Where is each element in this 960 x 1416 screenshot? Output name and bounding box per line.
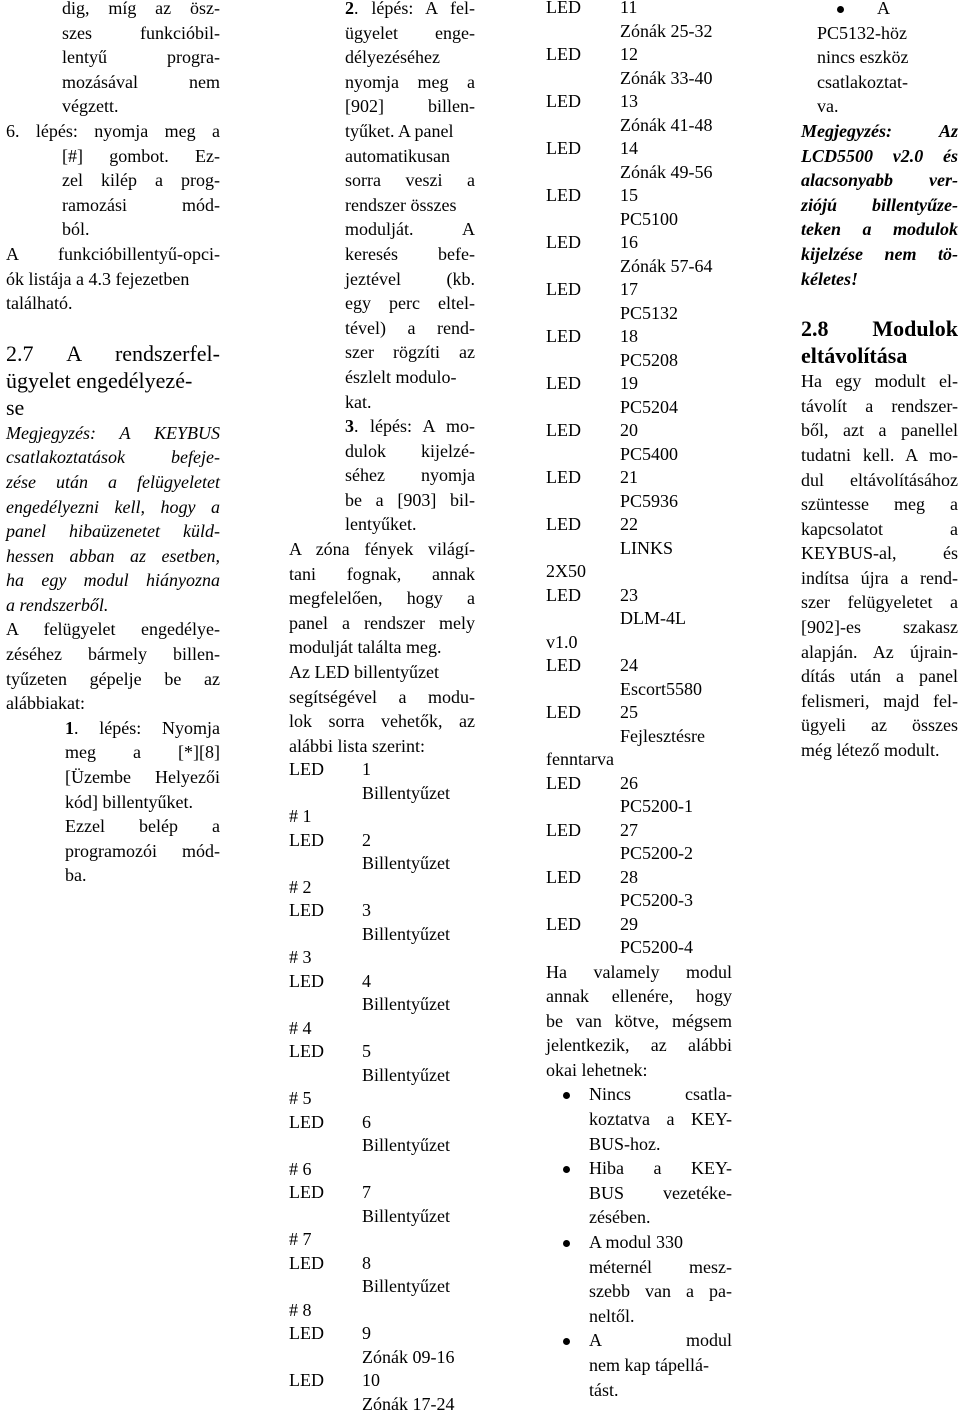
module-name: Billentyűzet [362,782,450,803]
led-label: LED [546,420,581,440]
led-label: LED [289,759,324,780]
led-label: LED [546,655,581,675]
led-number: 11 [620,0,638,17]
module-name: Fejlesztésre [620,725,705,746]
led-label: LED [546,138,581,158]
led-label: LED [546,373,581,393]
module-name: Billentyűzet [362,923,450,944]
reason-item: A modul nem kap tápellá- tást. [546,1328,732,1402]
led-row [546,43,732,67]
module-name: PC5100 [620,208,679,229]
module-name: Billentyűzet [362,1135,450,1156]
paragraph-2: 6. lépés: nyomja meg a [#] gombot. Ez- zel kilép a prog- ramozási mód- ból. [6,120,220,240]
led-label: LED [289,970,324,991]
led-number: 9 [362,1323,371,1344]
column-4 [801,0,958,763]
module-name: PC5132 [620,302,679,323]
module-suffix: 2X50 [546,561,586,581]
led-number: 22 [620,514,638,534]
led-row [546,513,732,537]
section-heading-2-7: 2.7 A rendszerfel- ügyelet engedélyezé- se [6,340,220,420]
led-row [546,278,732,302]
reason-list [546,1082,732,1402]
led-module-list-1 [289,758,475,1416]
led-row [289,1369,475,1393]
paragraph-3: A funkcióbillentyű-opci- ók listája a 4.3 fejezetben található. [6,243,220,314]
led-row [546,184,732,208]
led-number: 23 [620,584,638,605]
led-label: LED [289,1111,324,1132]
note-lcd5500: Megjegyzés: Az LCD5500 v2.0 és alacsonyabb ver- ziójú billentyűze- teken a modulok kijelzése nem tö- kéletes! [801,120,958,289]
led-row [546,584,732,608]
module-name: Billentyűzet [362,1276,450,1297]
module-name: Zónák 09-16 [362,1346,455,1367]
module-name: Zónák 17-24 [362,1393,455,1414]
led-label: LED [546,232,581,252]
module-name: PC5200-3 [620,890,694,910]
led-row [289,1040,475,1064]
led-row [546,0,732,20]
led-number: 26 [620,772,638,793]
led-row [289,970,475,994]
led-row [546,90,732,114]
reason-item: A modul 330 méternél mesz- szebb van a pa- neltől. [546,1230,732,1328]
led-label: LED [546,772,581,793]
led-row [546,654,732,678]
column-3 [546,0,732,1402]
pc5132-bullet: A PC5132-höz nincs eszköz csatlakoztat- va. [801,0,958,119]
led-number: 2 [362,829,371,850]
module-suffix: # 5 [289,1088,312,1109]
led-row [546,772,732,796]
led-row [546,913,732,937]
led-number: 28 [620,866,638,887]
led-number: 5 [362,1041,371,1062]
led-number: 16 [620,232,638,252]
led-label: LED [546,185,581,205]
note-keybus: Megjegyzés: A KEYBUS csatlakoztatások befeje- zése után a felügyeletet engedélyezni kell, hogy a panel hibaüzenetet küld- hessen abban az esetben, ha egy modul hiányozna a rendszerből. [6,422,220,615]
module-suffix: # 1 [289,806,312,827]
module-suffix: # 4 [289,1017,312,1038]
led-row [289,829,475,853]
paragraph-6: Ha valamely modul annak ellenére, hogy be van kötve, mégsem jelentkezik, az alábbi okai lehetnek: [546,961,732,1080]
module-name: Zónák 41-48 [620,114,713,135]
led-label: LED [546,514,581,534]
led-label: LED [546,913,581,934]
led-row [546,137,732,161]
led-label: LED [546,0,581,17]
module-name: DLM-4L [620,608,686,628]
module-suffix: # 2 [289,876,312,897]
led-number: 19 [620,373,638,393]
module-name: Billentyűzet [362,1205,450,1226]
section-heading-2-8: 2.8 Modulok eltávolítása [801,316,958,369]
led-label: LED [546,44,581,64]
led-number: 1 [362,759,371,780]
led-label: LED [546,326,581,346]
led-row [546,866,732,890]
led-number: 25 [620,702,638,722]
led-number: 3 [362,900,371,921]
led-number: 29 [620,913,638,934]
led-label: LED [289,900,324,921]
module-name: Zónák 57-64 [620,255,713,276]
led-number: 12 [620,44,638,64]
led-number: 24 [620,655,638,675]
led-row [289,899,475,923]
led-number: 7 [362,1182,371,1203]
led-number: 27 [620,819,638,840]
module-name: PC5200-1 [620,796,694,816]
module-name: PC5200-4 [620,937,694,957]
led-number: 4 [362,970,371,991]
module-name: PC5208 [620,349,679,370]
led-number: 6 [362,1111,371,1132]
led-label: LED [546,467,581,487]
step-1: 1. lépés: Nyomja meg a [*][8] [Üzembe Helyezői kód] billentyűket. Ezzel belép a programozói mód- ba. [65,717,220,886]
led-label: LED [289,1323,324,1344]
led-module-list-2 [546,0,732,960]
module-suffix: # 3 [289,947,312,968]
led-row [546,325,732,349]
led-label: LED [289,829,324,850]
paragraph-5: A zóna fények világí- tani fognak, annak megfelelően, hogy a panel a rendszer mely modulját találta meg. Az LED billentyűzet segítségével a modu- lok sorra vehetők, az alábbi lista szerint: [289,539,475,756]
module-suffix: # 7 [289,1229,312,1250]
module-name: PC5936 [620,490,679,511]
led-number: 13 [620,91,638,111]
step-3: 3. lépés: A mo- dulok kijelzé- séhez nyomja be a [903] bil- lentyűket. [345,416,475,535]
led-row [289,1111,475,1135]
step-2: 2. lépés: A fel- ügyelet enge- délyezéséhez nyomja meg a [902] billen- tyűket. A panel automatikusan sorra veszi a rendszer összes modulját. A keresés befe- jeztével (kb. egy perc eltel- tével) a rend- szer rögzíti az észlelt modulo- kat. [345,0,475,412]
pc5132-bullet-list [801,0,958,119]
led-number: 10 [362,1370,380,1391]
module-suffix: fenntarva [546,749,614,769]
led-label: LED [546,819,581,840]
module-name: PC5400 [620,443,679,464]
led-row [289,758,475,782]
module-name: Billentyűzet [362,1064,450,1085]
module-suffix: v1.0 [546,631,578,652]
led-row [546,701,732,725]
led-number: 18 [620,326,638,346]
led-number: 21 [620,467,638,487]
module-name: Escort5580 [620,678,702,699]
led-label: LED [289,1252,324,1273]
led-row [546,419,732,443]
module-name: Zónák 33-40 [620,67,713,88]
led-label: LED [289,1182,324,1203]
led-row [546,819,732,843]
led-label: LED [289,1370,324,1391]
led-number: 8 [362,1252,371,1273]
led-number: 17 [620,279,638,299]
module-suffix: # 8 [289,1299,312,1320]
led-row [546,231,732,255]
module-name: Zónák 25-32 [620,20,713,41]
column-2 [289,0,475,1416]
led-row [546,466,732,490]
paragraph-1: dig, míg az ösz- szes funkcióbil- lentyű progra- mozásával nem végzett. [62,0,220,117]
led-number: 15 [620,185,638,205]
led-row [546,372,732,396]
led-label: LED [546,702,581,722]
column-1 [6,0,220,888]
led-number: 14 [620,138,638,158]
module-name: Billentyűzet [362,994,450,1015]
module-name: Zónák 49-56 [620,161,713,182]
led-label: LED [546,866,581,887]
module-name: PC5204 [620,396,679,417]
module-name: LINKS [620,537,673,558]
led-label: LED [546,91,581,111]
led-label: LED [546,279,581,299]
led-label: LED [546,584,581,605]
module-name: Billentyűzet [362,853,450,874]
led-row [289,1181,475,1205]
led-number: 20 [620,420,638,440]
paragraph-4: A felügyelet engedélye- zéséhez bármely billen- tyűzeten gépelje be az alábbiakat: [6,619,220,714]
module-name: PC5200-2 [620,843,694,863]
led-row [289,1322,475,1346]
reason-item: Nincs csatla- koztatva a KEY- BUS-hoz. [546,1082,732,1156]
led-row [289,1252,475,1276]
module-suffix: # 6 [289,1158,312,1179]
paragraph-7: Ha egy modult el- távolít a rendszer- ből, azt a panellel tudatni kell. A mo- dul eltávolításához szüntesse meg a kapcsolatot a KEYBUS-al, és indítsa újra a rend- szer felügyeletet a [902]-es szakasz alapján. Az újrain- dítás után a panel felismeri, majd fel- ügyeli az összes még létező modult. [801,371,958,761]
reason-item: Hiba a KEY- BUS vezetéke- zésében. [546,1156,732,1230]
led-label: LED [289,1041,324,1062]
